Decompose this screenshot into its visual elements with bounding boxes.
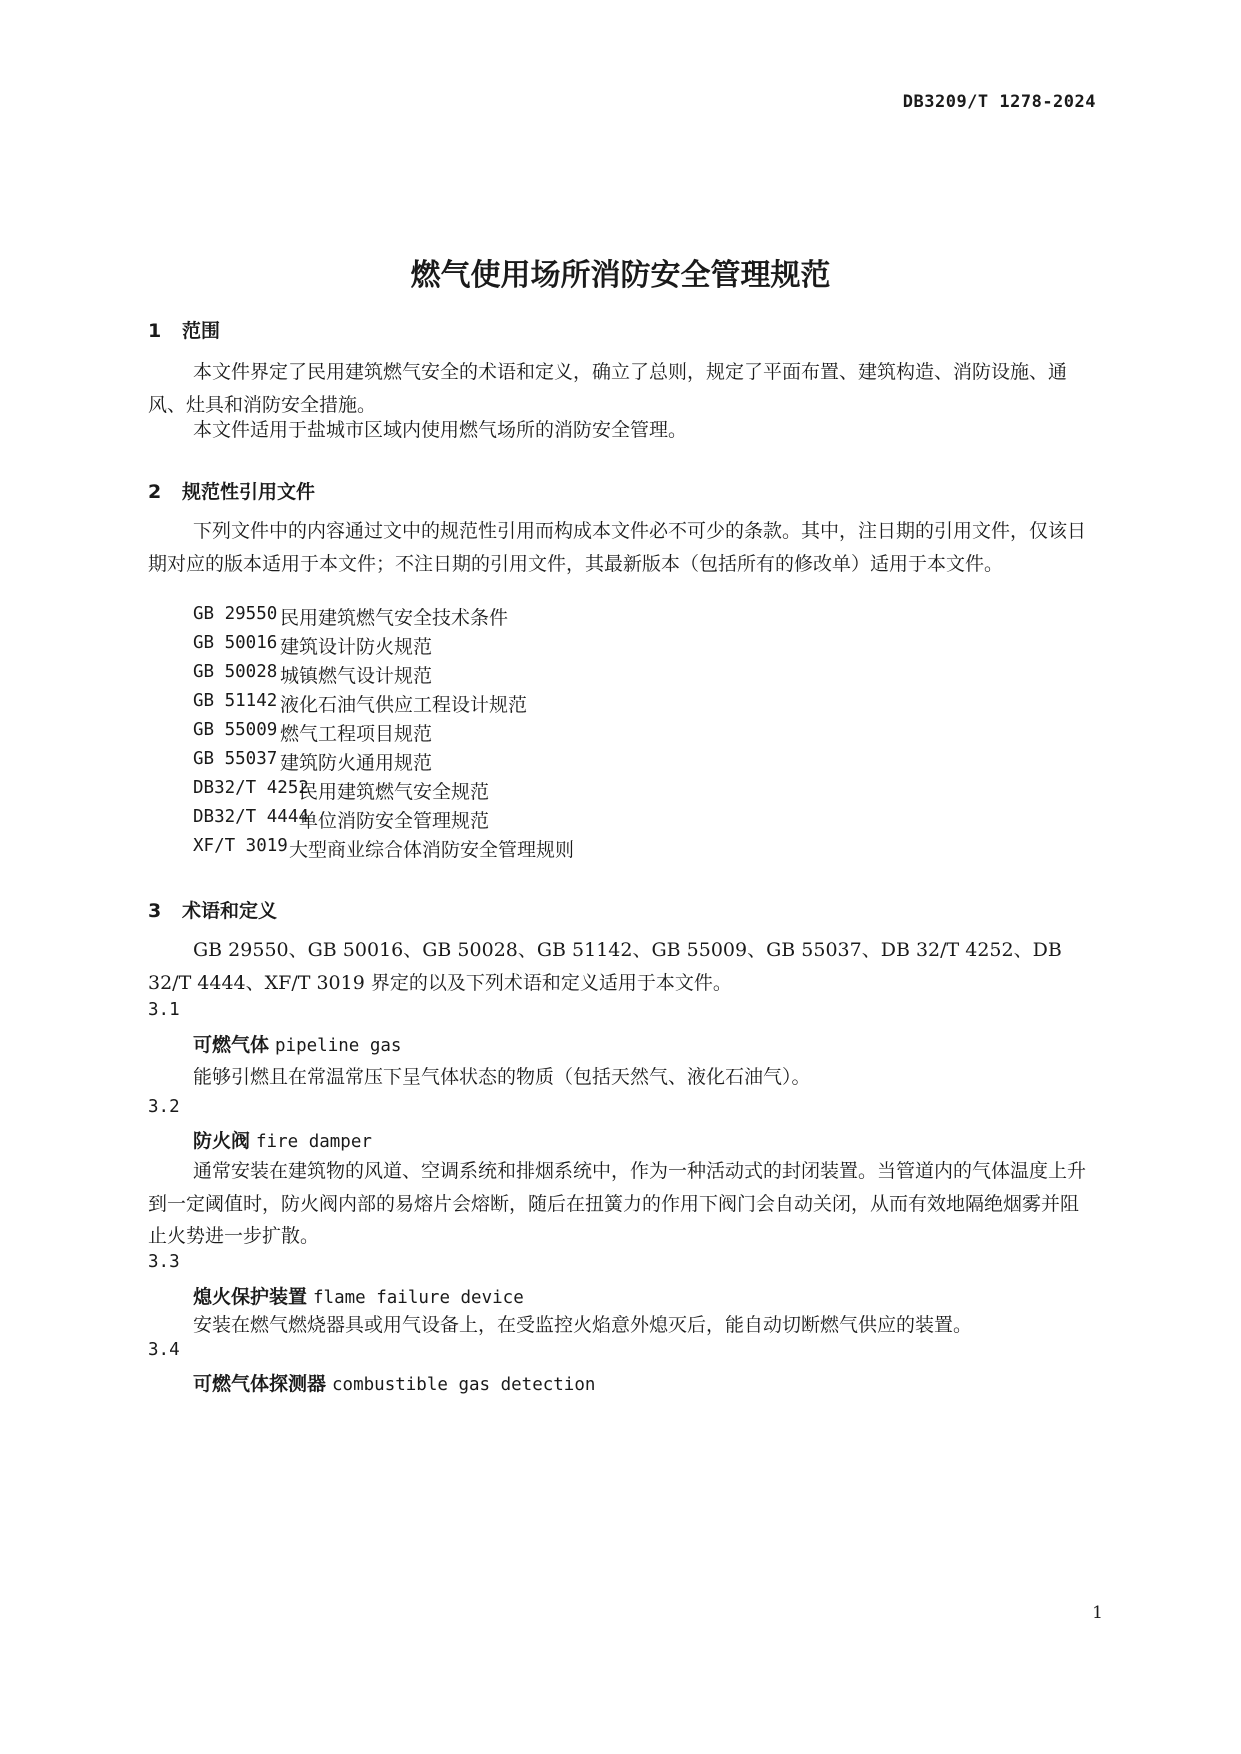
- section-title: 范围: [182, 320, 221, 342]
- reference-item: [193, 836, 288, 856]
- reference-code: GB 55037: [193, 749, 278, 769]
- reference-item: [193, 720, 277, 740]
- reference-code: GB 50016: [193, 633, 278, 653]
- terms-intro: [148, 934, 1088, 999]
- term-definition: 安装在燃气燃烧器具或用气设备上，在受监控火焰意外熄灭后，能自动切断燃气供应的装置。: [193, 1314, 973, 1336]
- term-heading: [193, 1030, 401, 1057]
- reference-code: DB32/T 4444: [193, 807, 309, 827]
- normative-intro-text: 下列文件中的内容通过文中的规范性引用而构成本文件必不可少的条款。其中，注日期的引用文件，仅该日期对应的版本适用于本文件；不注日期的引用文件，其最新版本（包括所有的修改单）适用于本文件。: [148, 520, 1087, 575]
- terms-intro-text: GB 29550、GB 50016、GB 50028、GB 51142、GB 55009、GB 55037、DB 32/T 4252、DB 32/T 4444、XF/T 3019 界定的以及下列术语和定义适用于本文件。: [148, 939, 1062, 994]
- term-en: fire damper: [256, 1132, 372, 1152]
- page-number: 1: [1092, 1603, 1103, 1623]
- reference-code: GB 55009: [193, 720, 278, 740]
- reference-title: 燃气工程项目规范: [280, 723, 433, 745]
- reference-item: [193, 691, 277, 711]
- term-definition: [148, 1155, 1088, 1253]
- reference-item: [193, 749, 277, 769]
- document-code: DB3209/T 1278-2024: [902, 92, 1096, 112]
- scope-text-1: 本文件界定了民用建筑燃气安全的术语和定义，确立了总则，规定了平面布置、建筑构造、消防设施、通风、灶具和消防安全措施。: [148, 361, 1068, 416]
- normative-intro: [148, 515, 1088, 580]
- reference-title: 大型商业综合体消防安全管理规则: [289, 839, 575, 861]
- reference-title: 单位消防安全管理规范: [299, 810, 490, 832]
- scope-paragraph-2: [148, 414, 1088, 447]
- term-zh: 熄火保护装置: [193, 1286, 308, 1308]
- reference-title: 建筑设计防火规范: [280, 636, 433, 658]
- reference-title: 建筑防火通用规范: [280, 752, 433, 774]
- reference-code: GB 50028: [193, 662, 278, 682]
- section-heading-terms: [148, 896, 277, 923]
- document-title: 燃气使用场所消防安全管理规范: [410, 258, 831, 293]
- section-heading-scope: [148, 316, 220, 343]
- reference-code: GB 51142: [193, 691, 278, 711]
- reference-title: 民用建筑燃气安全技术条件: [280, 607, 509, 629]
- section-number: 3: [148, 900, 162, 922]
- term-number: 3.4: [148, 1340, 180, 1360]
- section-title: 术语和定义: [182, 900, 278, 922]
- reference-title: 民用建筑燃气安全规范: [299, 781, 490, 803]
- reference-item: [193, 807, 309, 827]
- term-definition-text: 通常安装在建筑物的风道、空调系统和排烟系统中，作为一种活动式的封闭装置。当管道内的气体温度上升到一定阈值时，防火阀内部的易熔片会熔断，随后在扭簧力的作用下阀门会自动关闭，从而有效地隔绝烟雾并阻止火势进一步扩散。: [148, 1160, 1087, 1247]
- reference-code: GB 29550: [193, 604, 278, 624]
- reference-title: 城镇燃气设计规范: [280, 665, 433, 687]
- reference-item: [193, 604, 277, 624]
- scope-paragraph-1: [148, 356, 1088, 421]
- reference-title: 液化石油气供应工程设计规范: [280, 694, 528, 716]
- term-en: pipeline gas: [275, 1036, 402, 1056]
- term-number: 3.1: [148, 1000, 180, 1020]
- term-zh: 可燃气体: [193, 1034, 270, 1056]
- term-zh: 防火阀: [193, 1130, 251, 1152]
- section-number: 2: [148, 481, 162, 503]
- term-en: combustible gas detection: [332, 1375, 596, 1395]
- term-number: 3.3: [148, 1252, 180, 1272]
- reference-code: XF/T 3019: [193, 836, 288, 856]
- reference-item: [193, 633, 277, 653]
- reference-item: [193, 662, 277, 682]
- term-definition: 能够引燃且在常温常压下呈气体状态的物质（包括天然气、液化石油气）。: [193, 1066, 811, 1088]
- term-zh: 可燃气体探测器: [193, 1373, 327, 1395]
- section-title: 规范性引用文件: [182, 481, 316, 503]
- term-en: flame failure device: [313, 1288, 524, 1308]
- term-number: 3.2: [148, 1097, 180, 1117]
- term-heading: [193, 1369, 595, 1396]
- scope-text-2: 本文件适用于盐城市区域内使用燃气场所的消防安全管理。: [193, 419, 688, 441]
- section-number: 1: [148, 320, 162, 342]
- term-heading: [193, 1282, 524, 1309]
- reference-item: [193, 778, 309, 798]
- reference-code: DB32/T 4252: [193, 778, 309, 798]
- term-heading: [193, 1126, 372, 1153]
- section-heading-normative: [148, 477, 315, 504]
